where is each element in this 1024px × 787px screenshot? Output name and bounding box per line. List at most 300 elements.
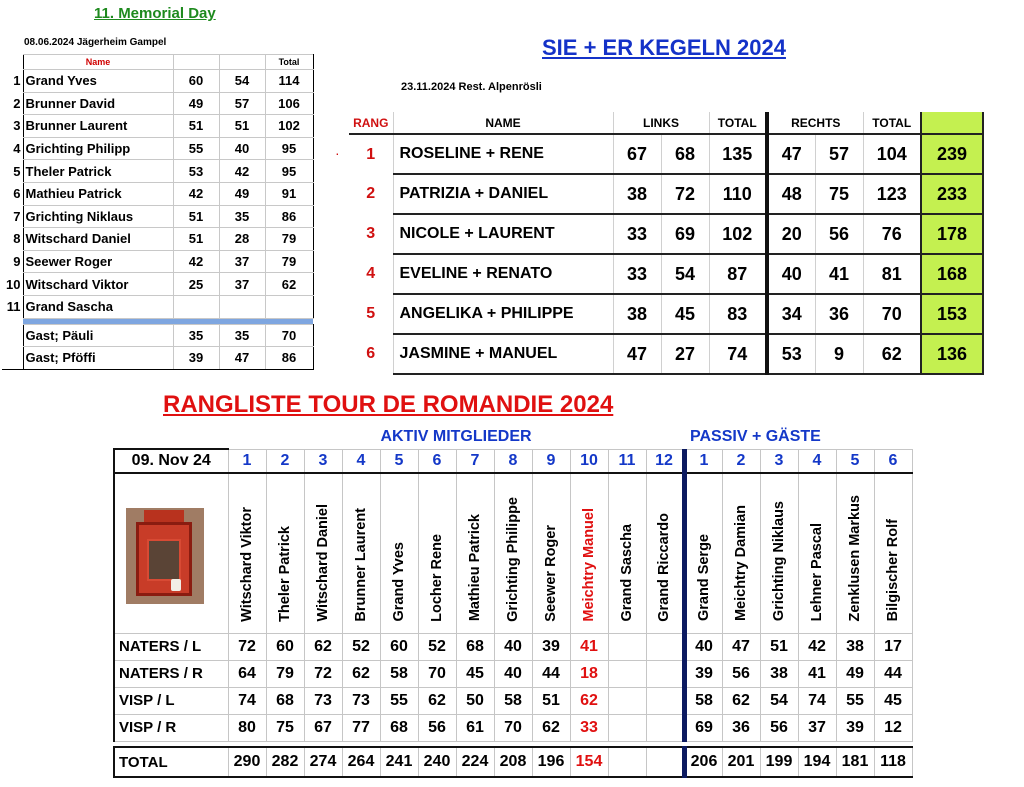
guest-name-cell: Gast; Pföffi	[23, 347, 173, 370]
aktiv-score-cell: 61	[456, 714, 494, 741]
date-cell: 09. Nov 24	[114, 449, 228, 473]
aktiv-score-cell: 62	[342, 660, 380, 687]
name-cell: Theler Patrick	[23, 160, 173, 183]
score-a-cell: 39	[173, 347, 219, 370]
passiv-score-cell: 74	[798, 687, 836, 714]
team-name-cell: JASMINE + MANUEL	[393, 334, 613, 374]
player-name: Lehner Pascal	[809, 523, 825, 622]
aktiv-score-cell: 41	[570, 633, 608, 660]
lane-label: NATERS / L	[114, 633, 228, 660]
links-1-cell: 67	[613, 134, 661, 174]
aktiv-score-cell: 62	[304, 633, 342, 660]
marker-dot: ·	[335, 145, 340, 161]
aktiv-score-cell: 18	[570, 660, 608, 687]
rechts-1-cell: 47	[767, 134, 815, 174]
rank-cell: 5	[13, 163, 21, 179]
score-b-cell: 57	[219, 92, 265, 115]
lantern-photo	[126, 508, 204, 604]
passiv-score-cell: 38	[836, 633, 874, 660]
passiv-total-cell: 201	[722, 747, 760, 777]
passiv-number-cell: 2	[722, 449, 760, 473]
rank-cell: 10	[6, 276, 21, 292]
grand-total-cell: 178	[921, 214, 983, 254]
score-a-cell: 53	[173, 160, 219, 183]
passiv-name-cell	[684, 473, 722, 633]
score-a-cell: 35	[173, 324, 219, 347]
aktiv-number-cell: 3	[304, 449, 342, 473]
aktiv-score-cell	[646, 633, 684, 660]
rank-cell: 7	[13, 208, 21, 224]
guest-row	[2, 324, 313, 347]
aktiv-number-cell: 7	[456, 449, 494, 473]
score-row	[114, 633, 912, 660]
rank-cell: 2	[13, 95, 21, 111]
memorial-subtitle: 08.06.2024 Jägerheim Gampel	[24, 37, 167, 48]
player-name: Grand Serge	[696, 534, 712, 622]
links-1-cell: 38	[613, 294, 661, 334]
header-name-cell: Name	[23, 55, 173, 70]
aktiv-name-cell	[266, 473, 304, 633]
aktiv-total-cell: 240	[418, 747, 456, 777]
player-name: Brunner Laurent	[353, 507, 369, 622]
header-total-cell: Total	[265, 55, 313, 70]
lantern-frame	[136, 522, 192, 596]
aktiv-score-cell: 52	[418, 633, 456, 660]
links-1-cell: 33	[613, 254, 661, 294]
score-a-cell: 49	[173, 92, 219, 115]
header-name: NAME	[393, 112, 613, 134]
total-label: TOTAL	[114, 747, 228, 777]
links-2-cell: 27	[661, 334, 709, 374]
total-cell: 95	[265, 137, 313, 160]
lantern-cap	[144, 510, 184, 522]
rank-cell: 11	[6, 299, 21, 315]
sieer-row	[349, 174, 983, 214]
rangliste-panel	[113, 387, 921, 781]
header-total-rechts: TOTAL	[863, 112, 921, 134]
sieer-row	[349, 294, 983, 334]
passiv-score-cell: 41	[798, 660, 836, 687]
passiv-score-cell: 62	[722, 687, 760, 714]
memorial-row	[2, 295, 313, 318]
rank-cell: 1	[366, 145, 376, 163]
aktiv-total-cell: 282	[266, 747, 304, 777]
total-cell: 70	[265, 324, 313, 347]
grand-total-cell: 239	[921, 134, 983, 174]
passiv-name-cell	[760, 473, 798, 633]
player-name: Grand Yves	[391, 541, 407, 622]
passiv-number-cell: 1	[684, 449, 722, 473]
sieer-row	[349, 254, 983, 294]
aktiv-total-cell: 196	[532, 747, 570, 777]
links-1-cell: 33	[613, 214, 661, 254]
passiv-score-cell: 51	[760, 633, 798, 660]
passiv-score-cell: 38	[760, 660, 798, 687]
sieer-row	[349, 134, 983, 174]
passiv-score-cell: 45	[874, 687, 912, 714]
aktiv-score-cell: 50	[456, 687, 494, 714]
grand-total-cell: 136	[921, 334, 983, 374]
sieer-header-row	[349, 112, 983, 134]
aktiv-score-cell: 60	[266, 633, 304, 660]
header-grand-total	[921, 112, 983, 134]
total-cell: 91	[265, 182, 313, 205]
name-cell: Witschard Daniel	[23, 228, 173, 251]
score-b-cell: 35	[219, 205, 265, 228]
passiv-score-cell: 54	[760, 687, 798, 714]
aktiv-number-cell: 10	[570, 449, 608, 473]
passiv-score-cell: 36	[722, 714, 760, 741]
sieer-row	[349, 334, 983, 374]
passiv-number-cell: 6	[874, 449, 912, 473]
rechts-total-cell: 123	[863, 174, 921, 214]
score-a-cell: 51	[173, 115, 219, 138]
aktiv-score-cell: 70	[418, 660, 456, 687]
memorial-row	[2, 250, 313, 273]
player-name: Grand Sascha	[619, 523, 635, 622]
rechts-1-cell: 20	[767, 214, 815, 254]
aktiv-score-cell: 79	[266, 660, 304, 687]
rank-cell: 3	[366, 225, 376, 242]
sieer-row	[349, 214, 983, 254]
score-b-cell: 54	[219, 70, 265, 93]
memorial-row	[2, 273, 313, 296]
team-name-cell: ANGELIKA + PHILIPPE	[393, 294, 613, 334]
score-row	[114, 714, 912, 741]
score-a-cell: 42	[173, 182, 219, 205]
group-row	[114, 425, 912, 449]
candle-icon	[171, 579, 181, 591]
passiv-score-cell: 44	[874, 660, 912, 687]
rechts-total-cell: 76	[863, 214, 921, 254]
total-cell: 102	[265, 115, 313, 138]
number-row	[114, 449, 912, 473]
rechts-total-cell: 62	[863, 334, 921, 374]
aktiv-score-cell: 64	[228, 660, 266, 687]
grand-total-cell: 153	[921, 294, 983, 334]
aktiv-score-cell: 62	[418, 687, 456, 714]
passiv-score-cell: 39	[684, 660, 722, 687]
links-2-cell: 45	[661, 294, 709, 334]
aktiv-score-cell	[608, 714, 646, 741]
aktiv-total-cell: 241	[380, 747, 418, 777]
header-b-cell	[219, 55, 265, 70]
memorial-row	[2, 160, 313, 183]
grand-total-cell: 168	[921, 254, 983, 294]
aktiv-number-cell: 5	[380, 449, 418, 473]
sieer-table	[349, 112, 984, 375]
aktiv-score-cell: 62	[532, 714, 570, 741]
passiv-name-cell	[874, 473, 912, 633]
aktiv-score-cell	[608, 633, 646, 660]
name-cell: Seewer Roger	[23, 250, 173, 273]
aktiv-number-cell: 9	[532, 449, 570, 473]
score-b-cell: 28	[219, 228, 265, 251]
total-cell: 106	[265, 92, 313, 115]
aktiv-total-cell	[608, 747, 646, 777]
player-name: Witschard Daniel	[315, 503, 331, 622]
score-b-cell: 37	[219, 250, 265, 273]
passiv-score-cell: 56	[722, 660, 760, 687]
passiv-total-cell: 181	[836, 747, 874, 777]
aktiv-score-cell: 80	[228, 714, 266, 741]
aktiv-score-cell: 62	[570, 687, 608, 714]
score-b-cell: 42	[219, 160, 265, 183]
player-name: Theler Patrick	[277, 525, 293, 622]
total-cell: 79	[265, 250, 313, 273]
passiv-name-cell	[722, 473, 760, 633]
links-total-cell: 135	[709, 134, 767, 174]
header-links: LINKS	[613, 112, 709, 134]
score-a-cell: 51	[173, 205, 219, 228]
grand-total-cell: 233	[921, 174, 983, 214]
team-name-cell: PATRIZIA + DANIEL	[393, 174, 613, 214]
aktiv-number-cell: 4	[342, 449, 380, 473]
memorial-day-panel	[0, 0, 318, 376]
lane-label: VISP / R	[114, 714, 228, 741]
total-cell: 86	[265, 347, 313, 370]
aktiv-total-cell: 154	[570, 747, 608, 777]
player-name: Bilgischer Rolf	[885, 519, 901, 622]
rechts-2-cell: 75	[815, 174, 863, 214]
links-2-cell: 68	[661, 134, 709, 174]
aktiv-name-cell	[342, 473, 380, 633]
rechts-1-cell: 34	[767, 294, 815, 334]
rank-cell	[2, 324, 23, 347]
memorial-title: 11. Memorial Day	[94, 5, 216, 22]
aktiv-name-cell	[532, 473, 570, 633]
score-b-cell: 37	[219, 273, 265, 296]
aktiv-score-cell: 52	[342, 633, 380, 660]
group-blank	[114, 425, 228, 449]
player-name: Meichtry Manuel	[581, 507, 597, 622]
rechts-2-cell: 57	[815, 134, 863, 174]
aktiv-name-cell	[418, 473, 456, 633]
aktiv-total-cell: 264	[342, 747, 380, 777]
aktiv-score-cell: 60	[380, 633, 418, 660]
header-total-links: TOTAL	[709, 112, 767, 134]
rechts-total-cell: 70	[863, 294, 921, 334]
rechts-total-cell: 104	[863, 134, 921, 174]
aktiv-name-cell	[380, 473, 418, 633]
aktiv-name-cell	[570, 473, 608, 633]
team-name-cell: NICOLE + LAURENT	[393, 214, 613, 254]
team-name-cell: EVELINE + RENATO	[393, 254, 613, 294]
aktiv-score-cell: 55	[380, 687, 418, 714]
score-a-cell: 60	[173, 70, 219, 93]
total-cell: 95	[265, 160, 313, 183]
aktiv-score-cell: 72	[228, 633, 266, 660]
player-name: Locher Rene	[429, 533, 445, 622]
aktiv-number-cell: 2	[266, 449, 304, 473]
aktiv-score-cell	[608, 687, 646, 714]
passiv-number-cell: 5	[836, 449, 874, 473]
passiv-total-cell: 206	[684, 747, 722, 777]
player-name: Witschard Viktor	[239, 506, 255, 622]
aktiv-score-cell: 73	[342, 687, 380, 714]
aktiv-score-cell: 68	[456, 633, 494, 660]
rechts-2-cell: 56	[815, 214, 863, 254]
passiv-score-cell: 39	[836, 714, 874, 741]
memorial-row	[2, 137, 313, 160]
score-b-cell	[219, 295, 265, 318]
aktiv-score-cell: 77	[342, 714, 380, 741]
passiv-score-cell: 47	[722, 633, 760, 660]
total-cell: 62	[265, 273, 313, 296]
rank-cell: 1	[13, 73, 21, 89]
memorial-row	[2, 92, 313, 115]
aktiv-score-cell: 40	[494, 633, 532, 660]
aktiv-score-cell: 72	[304, 660, 342, 687]
sie-er-panel	[335, 30, 1024, 380]
score-row	[114, 687, 912, 714]
score-b-cell: 47	[219, 347, 265, 370]
aktiv-score-cell: 51	[532, 687, 570, 714]
links-total-cell: 110	[709, 174, 767, 214]
passiv-score-cell: 37	[798, 714, 836, 741]
aktiv-score-cell: 67	[304, 714, 342, 741]
memorial-row	[2, 228, 313, 251]
rangliste-table	[113, 425, 913, 778]
aktiv-score-cell	[646, 660, 684, 687]
rechts-2-cell: 9	[815, 334, 863, 374]
passiv-name-cell	[836, 473, 874, 633]
header-rechts: RECHTS	[767, 112, 863, 134]
aktiv-total-cell: 290	[228, 747, 266, 777]
player-name: Grand Riccardo	[656, 512, 672, 622]
aktiv-score-cell: 45	[456, 660, 494, 687]
player-name: Mathieu Patrick	[467, 514, 483, 622]
links-1-cell: 47	[613, 334, 661, 374]
aktiv-name-cell	[456, 473, 494, 633]
total-row	[114, 747, 912, 777]
rechts-total-cell: 81	[863, 254, 921, 294]
header-rang: RANG	[349, 112, 393, 134]
links-total-cell: 87	[709, 254, 767, 294]
memorial-row	[2, 70, 313, 93]
sieer-title: SIE + ER KEGELN 2024	[542, 35, 786, 60]
header-rank-cell	[2, 55, 23, 70]
rank-cell: 4	[366, 265, 376, 282]
name-cell: Brunner David	[23, 92, 173, 115]
memorial-row	[2, 182, 313, 205]
passiv-total-cell: 118	[874, 747, 912, 777]
passiv-total-cell: 194	[798, 747, 836, 777]
player-name-row	[114, 473, 912, 633]
player-name: Zenklusen Markus	[847, 494, 863, 622]
links-total-cell: 102	[709, 214, 767, 254]
guest-row	[2, 347, 313, 370]
rechts-1-cell: 53	[767, 334, 815, 374]
rank-cell: 4	[13, 141, 21, 157]
links-2-cell: 54	[661, 254, 709, 294]
aktiv-score-cell	[646, 687, 684, 714]
aktiv-score-cell: 73	[304, 687, 342, 714]
aktiv-number-cell: 6	[418, 449, 456, 473]
group-passiv: PASSIV + GÄSTE	[690, 427, 821, 445]
rank-cell: 8	[13, 231, 21, 247]
passiv-score-cell: 12	[874, 714, 912, 741]
score-row	[114, 660, 912, 687]
total-cell: 114	[265, 70, 313, 93]
memorial-table	[2, 54, 314, 370]
total-cell	[265, 295, 313, 318]
lantern-window	[147, 539, 181, 581]
memorial-row	[2, 205, 313, 228]
aktiv-total-cell: 208	[494, 747, 532, 777]
links-total-cell: 83	[709, 294, 767, 334]
aktiv-number-cell: 8	[494, 449, 532, 473]
aktiv-score-cell: 68	[266, 687, 304, 714]
passiv-score-cell: 17	[874, 633, 912, 660]
player-name: Meichtry Damian	[733, 505, 749, 622]
lane-label: VISP / L	[114, 687, 228, 714]
player-name: Seewer Roger	[543, 524, 559, 622]
rank-cell: 6	[366, 345, 376, 362]
rangliste-title: RANGLISTE TOUR DE ROMANDIE 2024	[163, 391, 614, 418]
aktiv-score-cell: 74	[228, 687, 266, 714]
group-aktiv: AKTIV MITGLIEDER	[380, 427, 532, 445]
aktiv-number-cell: 1	[228, 449, 266, 473]
aktiv-score-cell: 58	[494, 687, 532, 714]
aktiv-name-cell	[608, 473, 646, 633]
passiv-number-cell: 3	[760, 449, 798, 473]
aktiv-name-cell	[228, 473, 266, 633]
aktiv-number-cell: 12	[646, 449, 684, 473]
player-name: Grichting Niklaus	[771, 501, 787, 622]
aktiv-number-cell: 11	[608, 449, 646, 473]
score-b-cell: 49	[219, 182, 265, 205]
passiv-name-cell	[798, 473, 836, 633]
links-1-cell: 38	[613, 174, 661, 214]
passiv-score-cell: 42	[798, 633, 836, 660]
guest-name-cell: Gast; Päuli	[23, 324, 173, 347]
rank-cell: 9	[13, 254, 21, 270]
rank-cell: 2	[366, 185, 376, 202]
rank-cell: 3	[13, 118, 21, 134]
aktiv-score-cell: 75	[266, 714, 304, 741]
passiv-score-cell: 56	[760, 714, 798, 741]
memorial-header-row	[2, 55, 313, 70]
rechts-2-cell: 41	[815, 254, 863, 294]
aktiv-name-cell	[304, 473, 342, 633]
score-b-cell: 35	[219, 324, 265, 347]
aktiv-score-cell: 58	[380, 660, 418, 687]
score-a-cell	[173, 295, 219, 318]
total-cell: 86	[265, 205, 313, 228]
aktiv-score-cell: 56	[418, 714, 456, 741]
aktiv-score-cell: 70	[494, 714, 532, 741]
passiv-score-cell: 58	[684, 687, 722, 714]
aktiv-total-cell: 224	[456, 747, 494, 777]
aktiv-score-cell	[608, 660, 646, 687]
header-a-cell	[173, 55, 219, 70]
name-cell: Grand Sascha	[23, 295, 173, 318]
score-a-cell: 55	[173, 137, 219, 160]
rank-cell: 5	[366, 305, 376, 322]
aktiv-score-cell: 40	[494, 660, 532, 687]
rank-cell: 6	[13, 186, 21, 202]
player-name: Grichting Philippe	[505, 496, 521, 622]
score-a-cell: 25	[173, 273, 219, 296]
name-cell: Grand Yves	[23, 70, 173, 93]
name-cell: Grichting Philipp	[23, 137, 173, 160]
aktiv-score-cell: 39	[532, 633, 570, 660]
rechts-1-cell: 40	[767, 254, 815, 294]
aktiv-name-cell	[646, 473, 684, 633]
score-b-cell: 40	[219, 137, 265, 160]
score-b-cell: 51	[219, 115, 265, 138]
